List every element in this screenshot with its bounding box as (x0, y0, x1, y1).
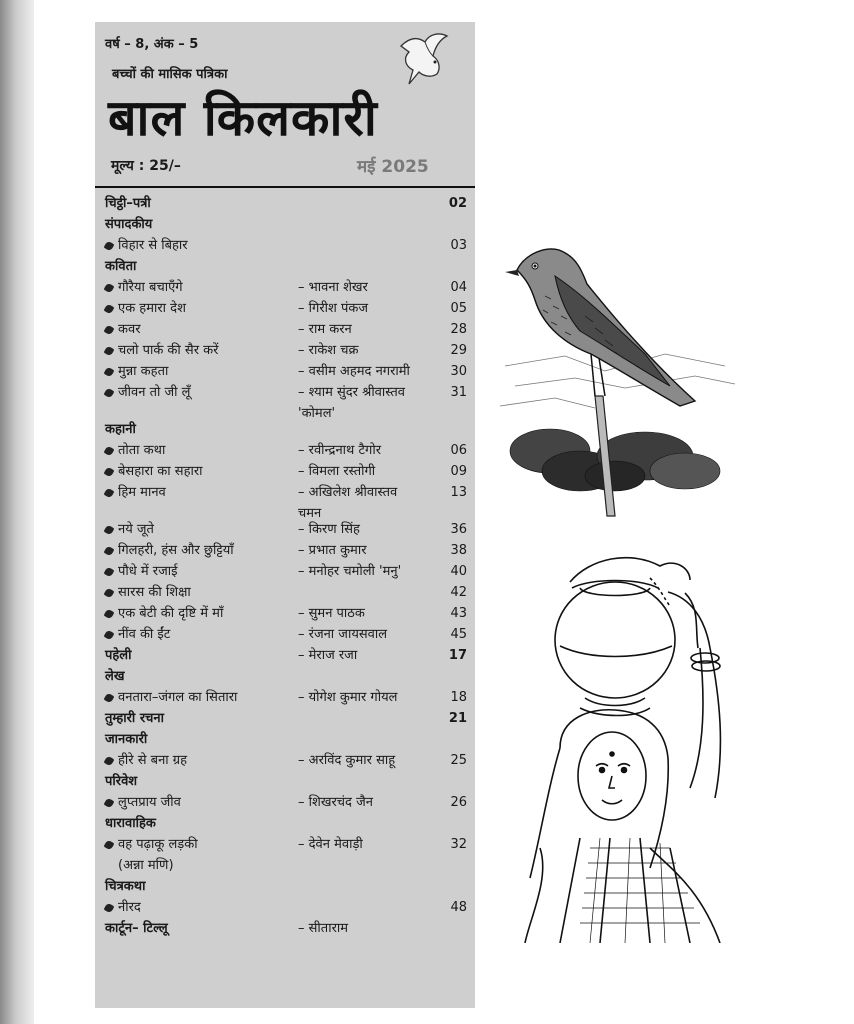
toc-page: 36 (450, 522, 467, 537)
toc-title: तुम्हारी रचना (105, 711, 164, 726)
leaf-bullet-icon (104, 367, 115, 378)
toc-entry-row (105, 385, 467, 406)
contents-panel (95, 22, 475, 1008)
toc-title: एक हमारा देश (118, 301, 186, 316)
toc-title: एक बेटी की दृष्टि में माँ (118, 606, 224, 621)
toc-page: 43 (450, 606, 467, 621)
toc-author: – मनोहर चमोली 'मनु' (298, 564, 402, 579)
toc-author: – अरविंद कुमार साहू (298, 753, 396, 768)
toc-entry-row (105, 690, 467, 711)
toc-entry-row (105, 795, 467, 816)
toc-entry-row (105, 753, 467, 774)
toc-entry-row (105, 406, 467, 422)
toc-entry-row (105, 627, 467, 648)
toc-section-row (105, 217, 467, 238)
leaf-bullet-icon (104, 325, 115, 336)
woman-carrying-pot-illustration (500, 548, 765, 943)
toc-entry-row (105, 238, 467, 259)
toc-title: कार्टून– टिल्लू (105, 921, 168, 936)
tagline: बच्चों की मासिक पत्रिका (112, 67, 228, 82)
leaf-bullet-icon (104, 446, 115, 457)
toc-section-row (105, 259, 467, 280)
toc-title: कहानी (105, 422, 136, 437)
toc-page: 30 (450, 364, 467, 379)
toc-page: 32 (450, 837, 467, 852)
leaf-bullet-icon (104, 693, 115, 704)
toc-page: 05 (450, 301, 467, 316)
toc-title: हिम मानव (118, 485, 166, 500)
leaf-bullet-icon (104, 756, 115, 767)
leaf-bullet-icon (104, 346, 115, 357)
leaf-bullet-icon (104, 609, 115, 620)
issue-number: वर्ष – 8, अंक – 5 (105, 37, 199, 52)
toc-entry-row (105, 322, 467, 343)
toc-title: विहार से बिहार (118, 238, 188, 253)
masthead (95, 22, 475, 182)
toc-author: – रंजना जायसवाल (298, 627, 388, 642)
toc-entry-row (105, 522, 467, 543)
toc-page: 31 (450, 385, 467, 400)
toc-title: चिट्ठी–पत्री (105, 196, 151, 211)
toc-author: – गिरीश पंकज (298, 301, 368, 316)
toc-title: पहेली (105, 648, 132, 663)
toc-title: हीरे से बना ग्रह (118, 753, 188, 768)
toc-entry-row (105, 837, 467, 858)
toc-page: 18 (450, 690, 467, 705)
toc-section-row (105, 732, 467, 753)
issue-date: मई 2025 (357, 157, 429, 177)
toc-title: नींव की ईंट (118, 627, 171, 642)
toc-title: परिवेश (105, 774, 138, 789)
toc-section-row (105, 422, 467, 443)
leaf-bullet-icon (104, 467, 115, 478)
toc-page: 02 (448, 196, 467, 211)
toc-entry-row (105, 485, 467, 506)
price: मूल्य : 25/– (111, 158, 181, 174)
toc-page: 03 (450, 238, 467, 253)
toc-title: चलो पार्क की सैर करें (118, 343, 219, 358)
toc-section-row (105, 816, 467, 837)
table-of-contents (105, 196, 467, 942)
toc-title: बेसहारा का सहारा (118, 464, 203, 479)
toc-title: कवर (118, 322, 141, 337)
leaf-bullet-icon (104, 798, 115, 809)
toc-entry-row (105, 606, 467, 627)
toc-entry-row (105, 443, 467, 464)
toc-page: 45 (450, 627, 467, 642)
toc-entry-row (105, 858, 467, 879)
leaf-bullet-icon (104, 241, 115, 252)
toc-title: कविता (105, 259, 137, 274)
toc-page: 28 (450, 322, 467, 337)
toc-entry-row (105, 543, 467, 564)
leaf-bullet-icon (104, 567, 115, 578)
sparrow-illustration (495, 236, 770, 521)
toc-title: जानकारी (105, 732, 148, 747)
dove-logo-icon (395, 32, 451, 92)
toc-entry-row (105, 585, 467, 606)
toc-entry-row (105, 564, 467, 585)
toc-author: – मेराज रजा (298, 648, 358, 663)
toc-page: 09 (450, 464, 467, 479)
toc-author: – प्रभात कुमार (298, 543, 367, 558)
toc-author: – श्याम सुंदर श्रीवास्तव (298, 385, 405, 400)
toc-section-row (105, 648, 467, 669)
toc-page: 38 (450, 543, 467, 558)
book-spine-shadow (0, 0, 34, 1024)
toc-title: गौरैया बचाएँगे (118, 280, 183, 295)
toc-page: 04 (450, 280, 467, 295)
toc-author: – अखिलेश श्रीवास्तव (298, 485, 398, 500)
leaf-bullet-icon (104, 388, 115, 399)
toc-section-row (105, 711, 467, 732)
toc-section-row (105, 669, 467, 690)
toc-author: – रवीन्द्रनाथ टैगोर (298, 443, 382, 458)
toc-title: गिलहरी, हंस और छुट्टियाँ (118, 543, 234, 558)
toc-author: – राम करन (298, 322, 352, 337)
toc-page: 40 (450, 564, 467, 579)
toc-title: मुन्ना कहता (118, 364, 169, 379)
toc-title: जीवन तो जी लूँ (118, 385, 191, 400)
toc-page: 21 (448, 711, 467, 726)
toc-entry-row (105, 506, 467, 522)
toc-title: संपादकीय (105, 217, 153, 232)
toc-title: (अन्ना मणि) (118, 858, 174, 873)
toc-section-row (105, 879, 467, 900)
leaf-bullet-icon (104, 283, 115, 294)
leaf-bullet-icon (104, 546, 115, 557)
leaf-bullet-icon (104, 588, 115, 599)
toc-title: नये जूते (118, 522, 154, 537)
toc-page: 29 (450, 343, 467, 358)
masthead-divider (95, 186, 475, 188)
toc-title: वह पढ़ाकू लड़की (118, 837, 198, 852)
toc-page: 48 (450, 900, 467, 915)
toc-author: – वसीम अहमद नगरामी (298, 364, 410, 379)
leaf-bullet-icon (104, 630, 115, 641)
toc-entry-row (105, 280, 467, 301)
toc-author: – सीताराम (298, 921, 349, 936)
toc-title: धारावाहिक (105, 816, 156, 831)
toc-section-row (105, 921, 467, 942)
toc-author: – विमला रस्तोगी (298, 464, 376, 479)
toc-section-row (105, 774, 467, 795)
toc-entry-row (105, 364, 467, 385)
toc-author: – सुमन पाठक (298, 606, 365, 621)
toc-page: 06 (450, 443, 467, 458)
magazine-title: बाल किलकारी (108, 89, 378, 147)
toc-author: – किरण सिंह (298, 522, 360, 537)
toc-section-row (105, 196, 467, 217)
toc-page: 42 (450, 585, 467, 600)
toc-title: लुप्तप्राय जीव (118, 795, 181, 810)
toc-author: – शिखरचंद जैन (298, 795, 373, 810)
leaf-bullet-icon (104, 840, 115, 851)
toc-title: पौधे में रजाई (118, 564, 178, 579)
toc-entry-row (105, 464, 467, 485)
toc-title: सारस की शिक्षा (118, 585, 191, 600)
toc-author: – राकेश चक्र (298, 343, 359, 358)
toc-page: 25 (450, 753, 467, 768)
leaf-bullet-icon (104, 488, 115, 499)
toc-entry-row (105, 343, 467, 364)
toc-page: 17 (448, 648, 467, 663)
toc-author: – देवेन मेवाड़ी (298, 837, 363, 852)
toc-author: चमन (298, 506, 322, 521)
toc-entry-row (105, 900, 467, 921)
toc-page: 26 (450, 795, 467, 810)
toc-author: – भावना शेखर (298, 280, 368, 295)
toc-entry-row (105, 301, 467, 322)
toc-title: तोता कथा (118, 443, 166, 458)
toc-title: चित्रकथा (105, 879, 146, 894)
leaf-bullet-icon (104, 304, 115, 315)
toc-author: 'कोमल' (298, 406, 336, 421)
toc-title: नीरद (118, 900, 141, 915)
toc-title: वनतारा–जंगल का सितारा (118, 690, 238, 705)
toc-title: लेख (105, 669, 125, 684)
leaf-bullet-icon (104, 903, 115, 914)
leaf-bullet-icon (104, 525, 115, 536)
toc-page: 13 (450, 485, 467, 500)
toc-author: – योगेश कुमार गोयल (298, 690, 398, 705)
